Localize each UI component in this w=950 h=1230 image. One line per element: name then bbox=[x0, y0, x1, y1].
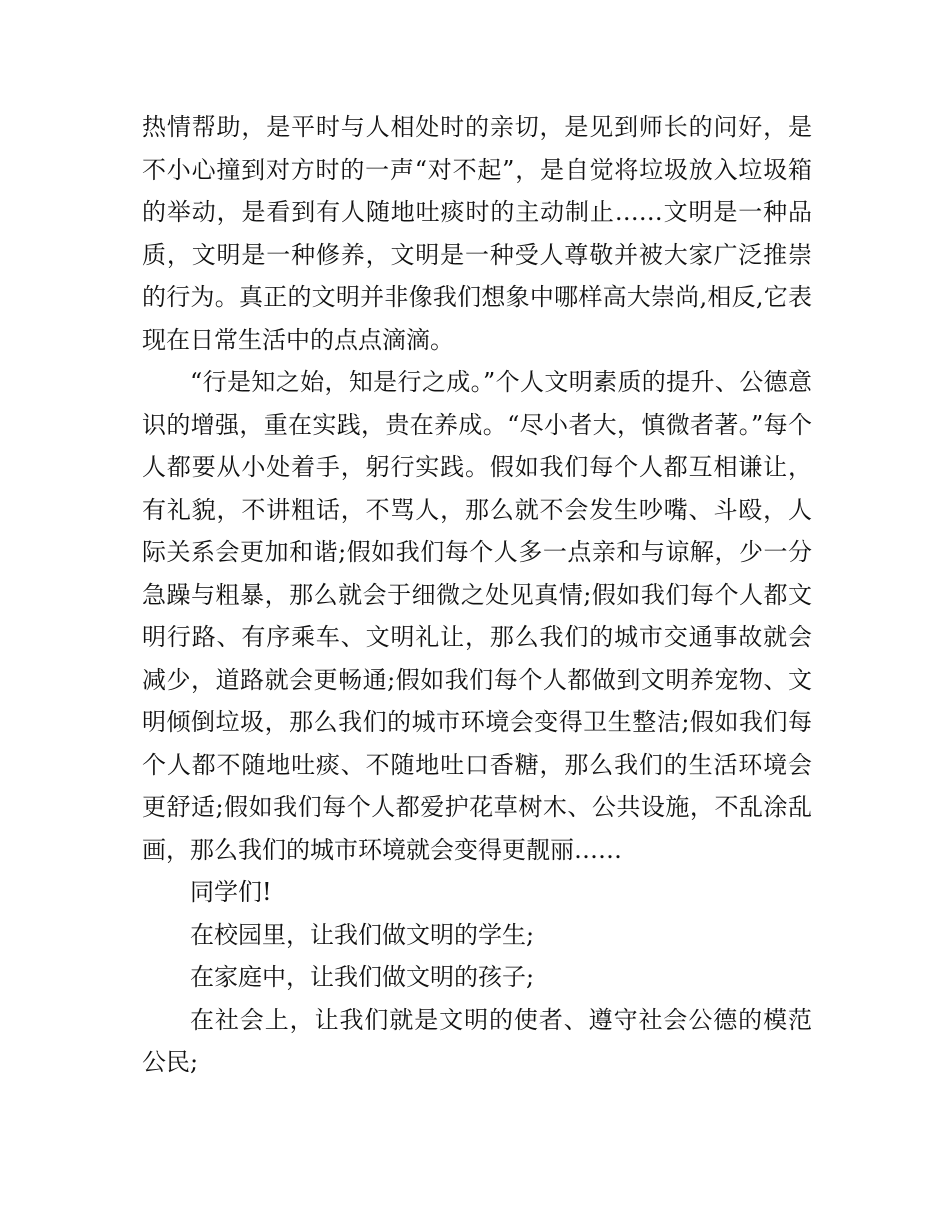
paragraph-society: 在社会上，让我们就是文明的使者、遵守社会公德的模范公民; bbox=[142, 1005, 812, 1076]
paragraph-practice: “行是知之始，知是行之成。”个人文明素质的提升、公德意识的增强，重在实践，贵在养成。“尽小者大，慎微者著。”每个人都要从小处着手，躬行实践。假如我们每个人都互相谦让，有礼貌，不讲粗话，不骂人，那么就不会发生吵嘴、斗殴，人际关系会更加和谐;假如我们每个人多一点亲和与谅解，少一分急躁与粗暴，那么就会于细微之处见真情;假如我们每个人都文明行路、有序乘车、文明礼让，那么我们的城市交通事故就会减少，道路就会更畅通;假如我们每个人都做到文明养宠物、文明倾倒垃圾，那么我们的城市环境会变得卫生整洁;假如我们每个人都不随地吐痰、不随地吐口香糖，那么我们的生活环境会更舒适;假如我们每个人都爱护花草树木、公共设施，不乱涂乱画，那么我们的城市环境就会变得更靓丽…… bbox=[142, 368, 812, 864]
body-text bbox=[142, 106, 812, 1084]
paragraph-greeting: 同学们! bbox=[190, 878, 272, 906]
paragraph-family: 在家庭中，让我们做文明的孩子; bbox=[190, 963, 535, 991]
paragraph-campus: 在校园里，让我们做文明的学生; bbox=[190, 920, 535, 949]
paragraph-courtesy: 热情帮助，是平时与人相处时的亲切，是见到师长的问好，是不小心撞到对方时的一声“对不起”，是自觉将垃圾放入垃圾箱的举动，是看到有人随地吐痰时的主动制止……文明是一种品质，文明是一种修养，文明是一种受人尊敬并被大家广泛推崇的行为。真正的文明并非像我们想象中哪样高大崇尚,相反,它表现在日常生活中的点点滴滴。 bbox=[142, 113, 812, 354]
